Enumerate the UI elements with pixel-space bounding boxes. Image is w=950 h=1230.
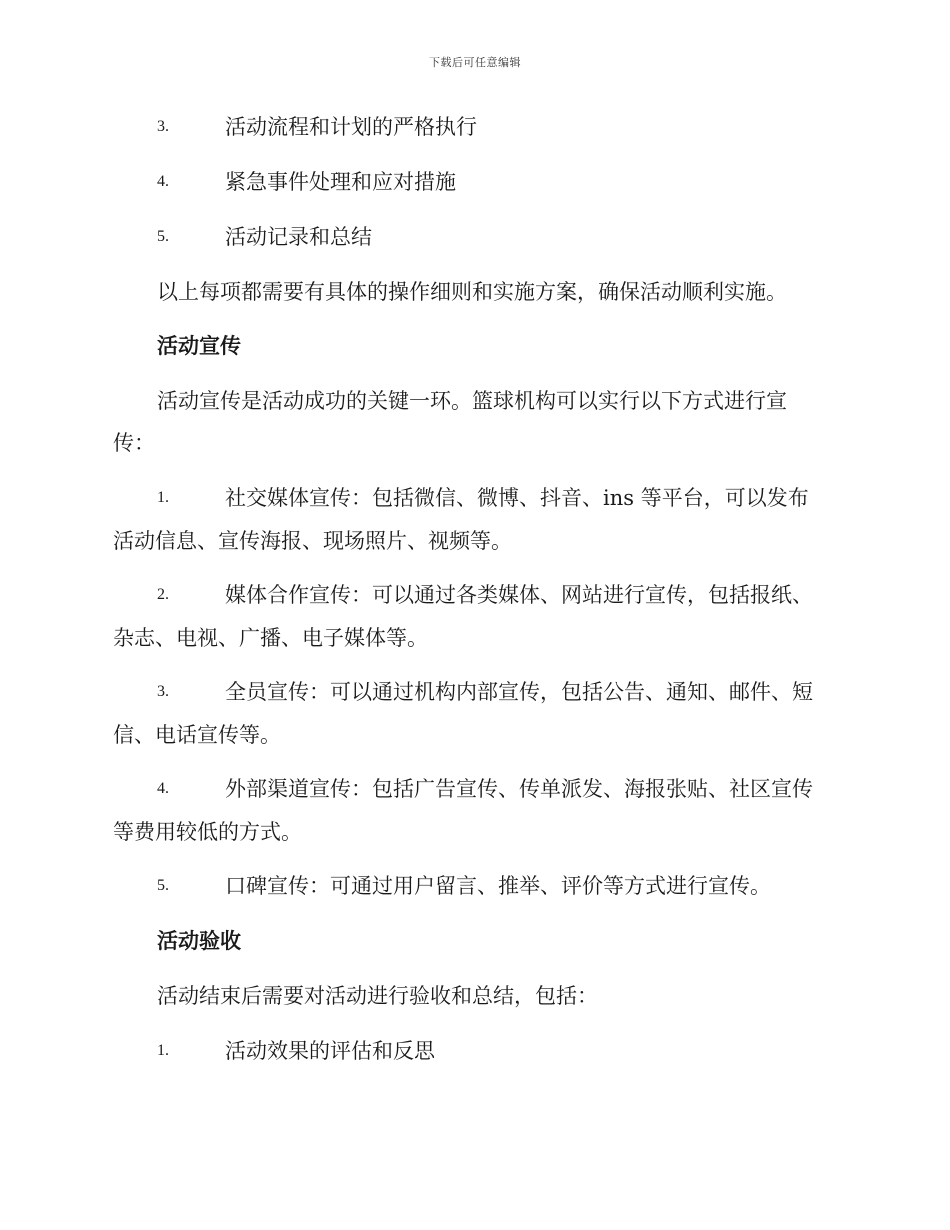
list-item-text: 口碑宣传：可通过用户留言、推举、评价等方式进行宣传。	[225, 874, 771, 898]
list-number: 5.	[157, 877, 169, 894]
list-item-text-cont: 信、电话宣传等。	[113, 723, 281, 747]
list-item-text: 媒体合作宣传：可以通过各类媒体、网站进行宣传，包括报纸、	[225, 583, 813, 607]
paragraph-summary: 以上每项都需要有具体的操作细则和实施方案，确保活动顺利实施。	[157, 280, 787, 304]
list-number: 1.	[157, 489, 169, 506]
section-heading-promotion: 活动宣传	[157, 333, 241, 358]
list-item-text: 全员宣传：可以通过机构内部宣传，包括公告、通知、邮件、短	[225, 680, 813, 704]
list-number: 3.	[157, 118, 169, 135]
section-heading-acceptance: 活动验收	[157, 928, 241, 953]
list-item-text: 活动记录和总结	[225, 225, 372, 249]
list-number: 2.	[157, 586, 169, 603]
list-number: 3.	[157, 683, 169, 700]
list-item-text: 活动流程和计划的严格执行	[225, 115, 477, 139]
list-number: 1.	[157, 1042, 169, 1059]
list-item-text: 活动效果的评估和反思	[225, 1039, 435, 1063]
list-number: 4.	[157, 173, 169, 190]
paragraph-acceptance-intro: 活动结束后需要对活动进行验收和总结，包括：	[157, 984, 598, 1008]
page-header: 下载后可任意编辑	[429, 56, 521, 69]
list-item-text: 外部渠道宣传：包括广告宣传、传单派发、海报张贴、社区宣传	[225, 777, 813, 801]
list-number: 5.	[157, 228, 169, 245]
list-number: 4.	[157, 780, 169, 797]
list-item-text-cont: 杂志、电视、广播、电子媒体等。	[113, 626, 428, 650]
list-item-text-cont: 活动信息、宣传海报、现场照片、视频等。	[113, 529, 512, 553]
list-item-text-cont: 等费用较低的方式。	[113, 820, 302, 844]
list-item-text: 社交媒体宣传：包括微信、微博、抖音、ins 等平台，可以发布	[225, 486, 809, 510]
list-item-text: 紧急事件处理和应对措施	[225, 170, 456, 194]
paragraph-promotion-intro-cont: 传：	[113, 431, 155, 455]
paragraph-promotion-intro: 活动宣传是活动成功的关键一环。篮球机构可以实行以下方式进行宣	[157, 389, 787, 413]
